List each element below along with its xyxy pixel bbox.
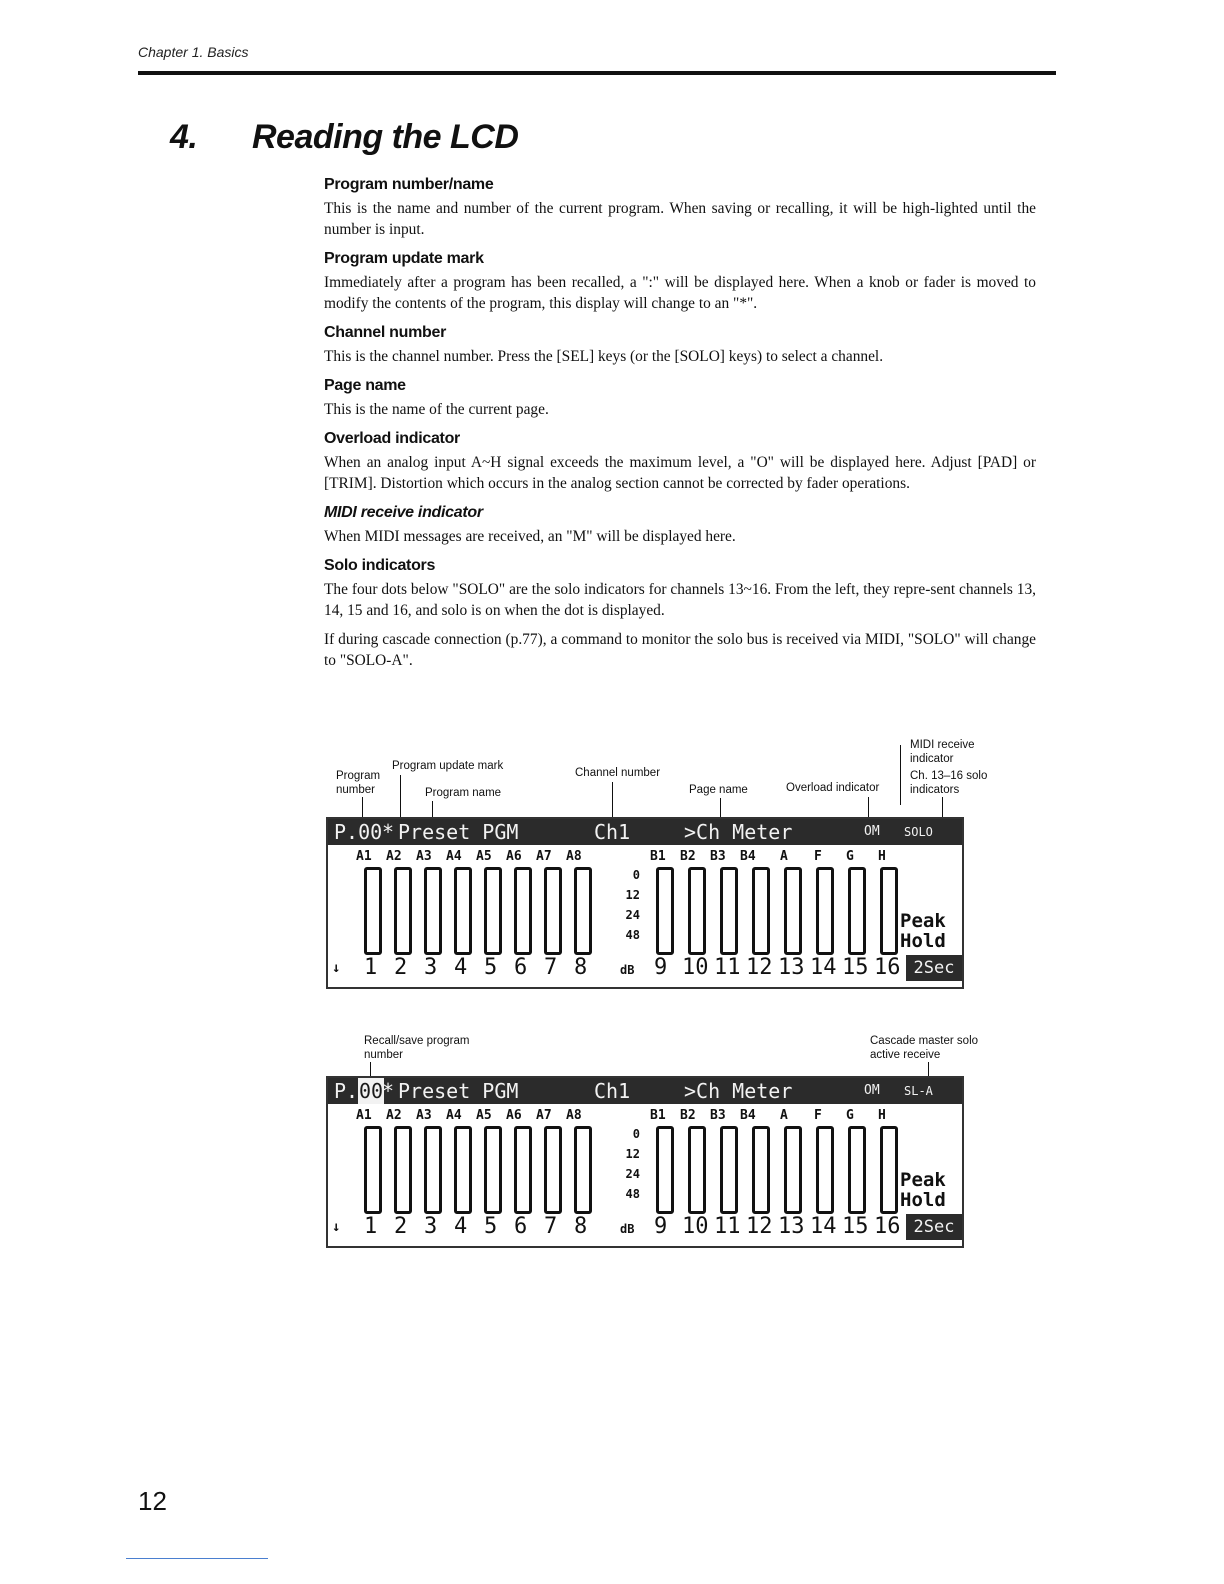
lcd-hold-time: 2Sec xyxy=(906,1214,962,1240)
lcd-ch-number: 6 xyxy=(514,1214,528,1239)
lcd-meter-bar xyxy=(424,1126,442,1214)
leader-line xyxy=(362,797,363,817)
lcd-ch-label: A6 xyxy=(506,849,522,864)
lcd-meter-bar xyxy=(514,1126,532,1214)
label-program-number: Program number xyxy=(336,770,381,796)
lcd-ch-label: A xyxy=(780,849,788,864)
lcd-scale-label: 12 xyxy=(625,888,640,902)
item-heading: MIDI receive indicator xyxy=(324,504,483,521)
lcd-ch-number: 10 xyxy=(682,955,709,980)
lcd-update-mark: * xyxy=(382,820,395,844)
lcd-ch-number: 4 xyxy=(454,955,468,980)
lcd-meter-bar xyxy=(688,867,706,955)
lcd-ch-number: 13 xyxy=(778,955,805,980)
lcd-channel-numbers xyxy=(328,955,962,981)
label-page-name: Page name xyxy=(689,784,748,796)
lcd-ch-number: 1 xyxy=(364,1214,378,1239)
lcd-meter-bar xyxy=(574,1126,592,1214)
leader-line xyxy=(720,798,721,817)
lcd-channel: Ch1 xyxy=(594,1079,631,1103)
item-text: This is the name of the current page. xyxy=(324,401,549,418)
lcd-ch-number: 16 xyxy=(874,955,901,980)
lcd-ch-number: 3 xyxy=(424,955,438,980)
lcd-scale-label: 0 xyxy=(632,1127,640,1141)
lcd-ch-number: 15 xyxy=(842,955,869,980)
lcd-scale-label: 48 xyxy=(625,1187,640,1201)
lcd-peak-hold xyxy=(900,1170,946,1210)
lcd-overload-midi: OM xyxy=(864,824,880,839)
footer-line xyxy=(126,1558,268,1559)
lcd-hold-label: Hold xyxy=(900,1189,946,1211)
lcd-meter-bar xyxy=(544,867,562,955)
leader-line xyxy=(370,1062,371,1076)
header-rule xyxy=(138,71,1056,75)
lcd-status-bar xyxy=(328,819,962,845)
lcd-ch-label: B1 xyxy=(650,849,666,864)
lcd-ch-label: F xyxy=(814,849,822,864)
lcd-ch-label: B2 xyxy=(680,849,696,864)
lcd-meter-bar xyxy=(720,1126,738,1214)
item-text: When an analog input A~H signal exceeds the maximum level, a "O" will be displayed here. Adjust [PAD] or [TRIM]. Distortion which occurs in the analog section cannot be corrected by fader operations. xyxy=(324,454,1036,492)
lcd-ch-label: A5 xyxy=(476,1108,492,1123)
lcd-solo: SL-A xyxy=(904,1084,933,1098)
lcd-ch-label: A8 xyxy=(566,1108,582,1123)
lcd-meter-bar xyxy=(454,1126,472,1214)
lcd-update-mark: * xyxy=(382,1079,395,1103)
lcd-scale-label: 24 xyxy=(625,1167,640,1181)
lcd-ch-number: 13 xyxy=(778,1214,805,1239)
lcd-cursor-icon: ↓ xyxy=(332,1219,341,1235)
item-heading: Program update mark xyxy=(324,250,484,267)
lcd-meter-bar xyxy=(784,1126,802,1214)
lcd-ch-number: 5 xyxy=(484,955,498,980)
lcd-peak-label: Peak xyxy=(900,910,946,932)
item-heading: Program number/name xyxy=(324,176,494,193)
lcd-meter-bar xyxy=(752,867,770,955)
lcd-ch-number: 2 xyxy=(394,955,408,980)
lcd-channel-labels xyxy=(328,1108,962,1124)
lcd-channel-labels xyxy=(328,849,962,865)
lcd-meter-bar xyxy=(394,1126,412,1214)
lcd-meter-bar xyxy=(656,867,674,955)
lcd-program-name: Preset PGM xyxy=(398,1079,519,1103)
lcd-channel: Ch1 xyxy=(594,820,631,844)
lcd-peak-hold xyxy=(900,911,946,951)
lcd-program-prefix: P. xyxy=(334,1079,359,1103)
lcd-scale-label: 12 xyxy=(625,1147,640,1161)
lcd-meter-bar xyxy=(574,867,592,955)
lcd-meter-bar xyxy=(816,867,834,955)
lcd-ch-number: 1 xyxy=(364,955,378,980)
item-text: This is the name and number of the current program. When saving or recalling, it will be high-lighted until the number is input. xyxy=(324,200,1036,238)
lcd-hold-label: Hold xyxy=(900,930,946,952)
item-text: This is the channel number. Press the [SEL] keys (or the [SOLO] keys) to select a channel. xyxy=(324,348,884,365)
lcd-ch-number: 11 xyxy=(714,1214,741,1239)
lcd-ch-label: A xyxy=(780,1108,788,1123)
lcd-scale-label: 0 xyxy=(632,868,640,882)
lcd-ch-label: B4 xyxy=(740,849,756,864)
lcd-program-number-highlight: 00 xyxy=(359,1079,384,1103)
lcd-ch-label: A7 xyxy=(536,849,552,864)
label-program-name: Program name xyxy=(425,787,502,799)
lcd-page-name: >Ch Meter xyxy=(684,820,793,844)
leader-line xyxy=(612,782,613,817)
leader-line xyxy=(400,775,401,817)
lcd-meter-bar xyxy=(484,1126,502,1214)
label-recall-save: Recall/save program number xyxy=(364,1035,470,1061)
lcd-ch-number: 2 xyxy=(394,1214,408,1239)
lcd-ch-label: G xyxy=(846,849,854,864)
lcd-ch-number: 9 xyxy=(654,955,668,980)
lcd-meter-bar xyxy=(848,867,866,955)
chapter-header: Chapter 1. Basics xyxy=(138,44,249,60)
label-solo-indicators: Ch. 13–16 solo indicators xyxy=(910,770,988,796)
lcd-ch-label: A7 xyxy=(536,1108,552,1123)
lcd-ch-number: 12 xyxy=(746,955,773,980)
lcd-meter-bar xyxy=(364,867,382,955)
lcd-ch-number: 10 xyxy=(682,1214,709,1239)
lcd-solo: SOLO xyxy=(904,825,933,839)
lcd-meter-bar xyxy=(514,867,532,955)
lcd-meter-bar xyxy=(454,867,472,955)
lcd-meter-bar xyxy=(688,1126,706,1214)
lcd-ch-number: 7 xyxy=(544,1214,558,1239)
closing-text: If during cascade connection (p.77), a command to monitor the solo bus is received via MIDI, "SOLO" will change to "SOLO-A". xyxy=(324,631,1036,669)
lcd-ch-number: 15 xyxy=(842,1214,869,1239)
section-body xyxy=(324,174,1036,679)
lcd-ch-label: A2 xyxy=(386,849,402,864)
lcd-ch-number: 8 xyxy=(574,1214,588,1239)
label-midi-receive: MIDI receive indicator xyxy=(910,739,975,765)
lcd-screen xyxy=(326,817,964,989)
lcd-ch-label: A6 xyxy=(506,1108,522,1123)
lcd-meter-bar xyxy=(720,867,738,955)
lcd-screen xyxy=(326,1076,964,1248)
lcd-ch-label: B4 xyxy=(740,1108,756,1123)
lcd-ch-label: A1 xyxy=(356,1108,372,1123)
lcd-meter-bar xyxy=(880,1126,898,1214)
page-number: 12 xyxy=(138,1486,167,1516)
lcd-ch-label: B3 xyxy=(710,849,726,864)
lcd-ch-label: A1 xyxy=(356,849,372,864)
lcd-ch-label: A3 xyxy=(416,1108,432,1123)
label-cascade: Cascade master solo active receive xyxy=(870,1035,979,1061)
lcd-ch-number: 7 xyxy=(544,955,558,980)
leader-line xyxy=(942,797,943,817)
item-heading: Solo indicators xyxy=(324,557,436,574)
lcd-ch-number: 5 xyxy=(484,1214,498,1239)
lcd-ch-number: 11 xyxy=(714,955,741,980)
lcd-ch-number: 3 xyxy=(424,1214,438,1239)
leader-line xyxy=(900,745,901,805)
lcd-ch-number: 12 xyxy=(746,1214,773,1239)
lcd-ch-number: 6 xyxy=(514,955,528,980)
label-program-update-mark: Program update mark xyxy=(392,760,504,772)
item-heading: Overload indicator xyxy=(324,430,460,447)
lcd-ch-number: 16 xyxy=(874,1214,901,1239)
lcd-program-name: Preset PGM xyxy=(398,820,519,844)
lcd-meter-bar xyxy=(784,867,802,955)
leader-line xyxy=(868,797,869,817)
lcd-meter-bar xyxy=(656,1126,674,1214)
leader-line xyxy=(928,1062,929,1076)
lcd-ch-label: A5 xyxy=(476,849,492,864)
lcd-scale-label: 48 xyxy=(625,928,640,942)
lcd-status-bar xyxy=(328,1078,962,1104)
lcd-ch-label: G xyxy=(846,1108,854,1123)
lcd-peak-label: Peak xyxy=(900,1169,946,1191)
lcd-program-number: P.00 xyxy=(334,820,383,844)
lcd-meter-bar xyxy=(394,867,412,955)
lcd-meter-bar xyxy=(364,1126,382,1214)
lcd-ch-number: 8 xyxy=(574,955,588,980)
lcd-db-label: dB xyxy=(620,963,635,977)
lcd-ch-label: A4 xyxy=(446,1108,462,1123)
lcd-db-scale xyxy=(610,1124,640,1204)
item-text: The four dots below "SOLO" are the solo indicators for channels 13~16. From the left, they repre-sent channels 13, 14, 15 and 16, and solo is on when the dot is displayed. xyxy=(324,581,1036,619)
lcd-ch-label: A4 xyxy=(446,849,462,864)
lcd-meter-bar xyxy=(424,867,442,955)
lcd-ch-label: A2 xyxy=(386,1108,402,1123)
lcd-cursor-icon: ↓ xyxy=(332,960,341,976)
item-heading: Page name xyxy=(324,377,406,394)
lcd-meter-bar xyxy=(544,1126,562,1214)
lcd-hold-time: 2Sec xyxy=(906,955,962,981)
lcd-ch-label: A3 xyxy=(416,849,432,864)
label-overload-indicator: Overload indicator xyxy=(786,782,880,794)
lcd-meter-bar xyxy=(484,867,502,955)
lcd-overload-midi: OM xyxy=(864,1083,880,1098)
lcd-figure-1 xyxy=(322,735,988,1000)
item-text: When MIDI messages are received, an "M" will be displayed here. xyxy=(324,528,736,545)
lcd-meter-bar xyxy=(848,1126,866,1214)
lcd-ch-number: 14 xyxy=(810,1214,837,1239)
lcd-ch-label: B1 xyxy=(650,1108,666,1123)
lcd-scale-label: 24 xyxy=(625,908,640,922)
lcd-ch-label: A8 xyxy=(566,849,582,864)
leader-line xyxy=(432,801,433,817)
section-title: Reading the LCD xyxy=(252,118,519,156)
lcd-meter-bar xyxy=(880,867,898,955)
lcd-ch-label: B2 xyxy=(680,1108,696,1123)
item-text: Immediately after a program has been recalled, a ":" will be displayed here. When a knob or fader is moved to modify the contents of the program, this display will change to an "*". xyxy=(324,274,1036,312)
lcd-page-name: >Ch Meter xyxy=(684,1079,793,1103)
lcd-ch-number: 9 xyxy=(654,1214,668,1239)
lcd-ch-number: 14 xyxy=(810,955,837,980)
label-channel-number: Channel number xyxy=(575,767,661,779)
lcd-ch-label: H xyxy=(878,1108,886,1123)
lcd-ch-label: B3 xyxy=(710,1108,726,1123)
lcd-ch-label: F xyxy=(814,1108,822,1123)
lcd-channel-numbers xyxy=(328,1214,962,1240)
lcd-meter-bar xyxy=(816,1126,834,1214)
lcd-ch-label: H xyxy=(878,849,886,864)
lcd-db-label: dB xyxy=(620,1222,635,1236)
section-number: 4. xyxy=(170,118,198,156)
lcd-figure-2 xyxy=(322,1030,979,1262)
lcd-db-scale xyxy=(610,865,640,945)
item-heading: Channel number xyxy=(324,324,447,341)
lcd-meter-bar xyxy=(752,1126,770,1214)
lcd-ch-number: 4 xyxy=(454,1214,468,1239)
